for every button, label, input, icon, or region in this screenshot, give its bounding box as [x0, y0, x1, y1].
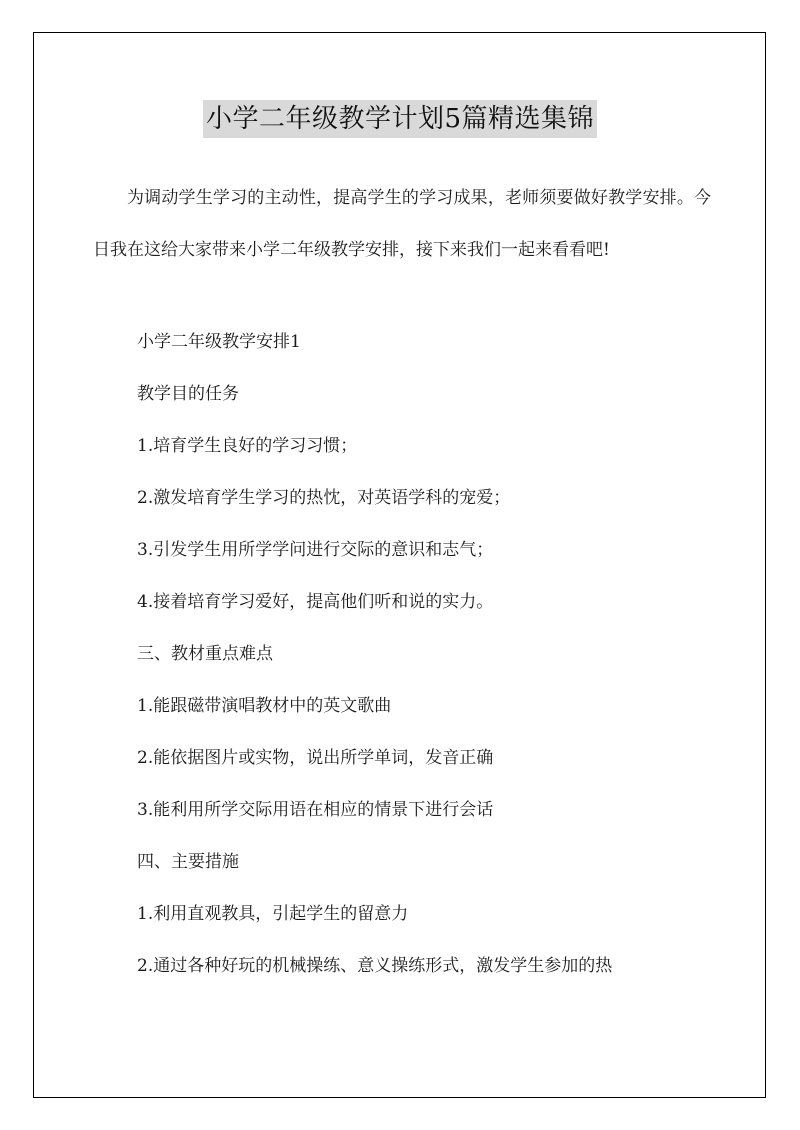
section-heading-plan-1: 小学二年级教学安排1	[137, 332, 301, 352]
key-point-item-3: 3.能利用所学交际用语在相应的情景下进行会话	[137, 800, 494, 820]
key-point-item-2: 2.能依据图片或实物，说出所学单词，发音正确	[137, 748, 494, 768]
objective-item-2: 2.激发培育学生学习的热忱，对英语学科的宠爱；	[137, 488, 511, 508]
objective-item-3: 3.引发学生用所学学问进行交际的意识和志气；	[137, 540, 494, 560]
objective-item-4: 4.接着培育学习爱好，提高他们听和说的实力。	[137, 592, 494, 612]
intro-paragraph: 为调动学生学习的主动性，提高学生的学习成果，老师须要做好教学安排。今日我在这给大家带来小学二年级教学安排，接下来我们一起来看看吧!	[93, 188, 711, 260]
measure-item-2: 2.通过各种好玩的机械操练、意义操练形式，激发学生参加的热	[137, 956, 613, 976]
section-heading-key-points: 三、教材重点难点	[137, 644, 273, 664]
objective-item-1: 1.培育学生良好的学习习惯；	[137, 436, 358, 456]
measure-item-1: 1.利用直观教具，引起学生的留意力	[137, 904, 409, 924]
title-wrapper	[0, 100, 800, 138]
section-heading-objectives: 教学目的任务	[137, 384, 239, 404]
key-point-item-1: 1.能跟磁带演唱教材中的英文歌曲	[137, 696, 392, 716]
section-heading-measures: 四、主要措施	[137, 852, 239, 872]
document-title: 小学二年级教学计划5篇精选集锦	[203, 100, 597, 138]
